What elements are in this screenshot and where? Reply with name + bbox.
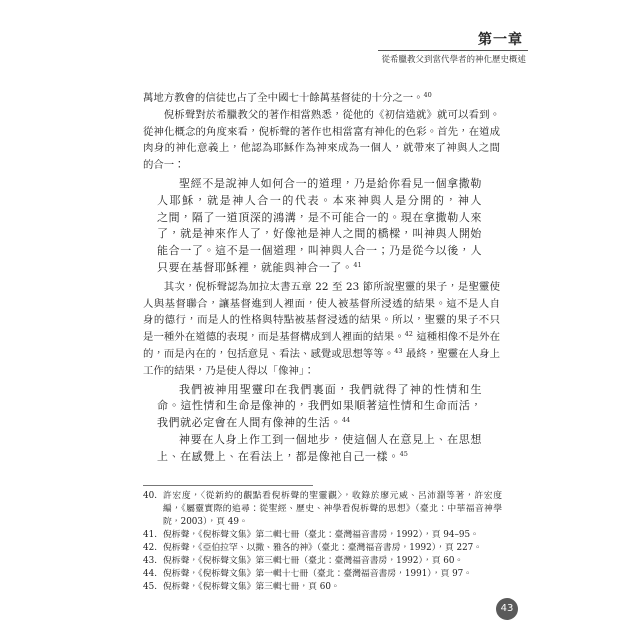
text-run: 這種相像不是外在 — [412, 331, 500, 344]
footnote — [143, 490, 502, 529]
text-run: 人與基督聯合，讓基督進到人裡面，使人被基督所浸透的結果。這不是人自 — [143, 297, 500, 310]
text-line — [157, 432, 482, 449]
text-run: 只要在基督耶穌裡，就能與神合一了。 — [157, 260, 354, 274]
footnote-separator — [143, 485, 313, 486]
block-quote — [143, 176, 482, 277]
text-run: 倪柝聲對於希臘教父的著作相當熟悉，從他的《初信造就》就可以看到。 — [163, 108, 500, 121]
footnote-number: 42. — [143, 543, 157, 553]
block-quote — [143, 432, 482, 466]
text-run: 之間，隔了一道頂深的鴻溝，是不可能合一的。現在拿撒勒人來 — [157, 210, 482, 224]
body-text — [143, 90, 500, 466]
footnote-text — [163, 581, 502, 594]
text-line — [157, 176, 482, 193]
text-run: 其次，倪柝聲認為加拉太書五章 22 至 23 節所說聖靈的果子，是聖靈使 — [163, 280, 500, 293]
text-run: 神要在人身上作工到一個地步，使這個人在意見上、在思想 — [179, 432, 482, 446]
footnote-line: 倪柝聲，《亞伯拉罕、以撒、雅各的神》（臺北：臺灣福音書房，1992），頁 227。 — [163, 543, 483, 553]
header-rule — [378, 50, 528, 51]
footnotes — [143, 490, 502, 594]
text-line — [157, 243, 482, 260]
text-run: 肉身的神化意義上，他認為耶穌作為神來成為一個人，就帶來了神與人之間 — [143, 142, 500, 155]
paragraph — [143, 279, 500, 380]
text-run: 我們被神用聖靈印在我們裏面，我們就得了神的性情和生 — [179, 382, 482, 396]
footnote — [143, 555, 502, 568]
footnote — [143, 568, 502, 581]
footnote-marker: 40 — [423, 91, 432, 99]
footnote-line: 倪柝聲，《倪柝聲文集》第三輯七冊，頁 60。 — [163, 582, 340, 592]
text-run: 了，就是神來作人了，好像祂是神人之間的橋樑，叫神與人開始 — [157, 227, 482, 241]
text-line — [143, 312, 500, 329]
footnote-marker: 45 — [399, 449, 408, 458]
footnote — [143, 542, 502, 555]
footnote-line: 編，《屬靈實際的追尋：從聖經、歷史、神學看倪柝聲的思想》（臺北：中華福音神學 — [163, 504, 502, 514]
footnote-number: 43. — [143, 556, 157, 566]
text-line — [143, 107, 500, 124]
footnote-number: 44. — [143, 569, 157, 579]
footnote — [143, 581, 502, 594]
footnote-number: 40. — [143, 491, 157, 501]
text-run: 人耶穌，就是神人合一的代表。本來神與人是分開的，神人 — [157, 193, 482, 207]
text-run: 身的德行，而是人的性格與特點被基督浸透的結果。所以，聖靈的果子不只 — [143, 314, 500, 327]
footnote-text — [163, 555, 502, 568]
footnote-line: 倪柝聲，《倪柝聲文集》第三輯七冊（臺北：臺灣福音書房，1992），頁 60。 — [163, 556, 464, 566]
footnote-line: 倪柝聲，《倪柝聲文集》第二輯七冊（臺北：臺灣福音書房，1992），頁 94–95。 — [163, 530, 479, 540]
text-line — [143, 157, 500, 174]
text-line — [143, 140, 500, 157]
chapter-heading: 第一章 — [478, 32, 523, 48]
text-line — [143, 124, 500, 141]
footnote-text — [163, 542, 502, 555]
page-number: 43 — [496, 598, 518, 620]
footnote — [143, 529, 502, 542]
footnote-marker: 41 — [353, 260, 362, 269]
footnote-text — [163, 568, 502, 581]
text-run: 的，而是內在的，包括意見、看法、感覺或思想等等。 — [143, 347, 395, 360]
text-run: 能合一了。這不是一個道理，叫神與人合一；乃是從今以後，人 — [157, 244, 482, 258]
paragraph — [143, 90, 500, 107]
footnote-number: 45. — [143, 582, 157, 592]
text-line — [143, 329, 500, 346]
text-line — [157, 382, 482, 399]
text-line — [143, 90, 500, 107]
text-run: 工作的結果，乃是使人得以「像神」： — [143, 364, 315, 377]
text-line — [157, 210, 482, 227]
text-line — [143, 279, 500, 296]
text-run: 是一種外在道德的表現，而是基督構成到人裡面的結果。 — [143, 331, 405, 344]
footnote-text — [163, 490, 502, 529]
footnote-line: 院，2003），頁 49。 — [163, 517, 248, 527]
text-run: 萬地方教會的信徒也占了全中國七十餘萬基督徒的十分之一。 — [143, 92, 424, 104]
text-run: 命。這性情和生命是像神的，我們如果順著這性情和生命而活， — [157, 399, 482, 413]
paragraph — [143, 107, 500, 174]
footnote-marker: 42 — [404, 330, 413, 339]
text-line — [157, 398, 482, 415]
text-line — [143, 346, 500, 363]
footnote-line: 倪柝聲，《倪柝聲文集》第一輯十七冊（臺北：臺灣福音書房，1991），頁 97。 — [163, 569, 473, 579]
text-line — [157, 260, 482, 277]
text-line — [143, 363, 500, 380]
text-run: 從神化概念的角度來看，倪柝聲的著作也相當富有神化的色彩。首先，在道成 — [143, 125, 500, 138]
text-line — [143, 296, 500, 313]
footnote-marker: 43 — [394, 346, 403, 355]
text-run: 聖經不是說神人如何合一的道理，乃是給你看見一個拿撒勒 — [179, 176, 482, 190]
text-line — [157, 449, 482, 466]
text-line — [157, 193, 482, 210]
text-line — [157, 226, 482, 243]
footnote-text — [163, 529, 502, 542]
text-run: 我們就必定會在人間有像神的生活。 — [157, 416, 342, 430]
block-quote — [143, 382, 482, 432]
footnote-number: 41. — [143, 530, 157, 540]
footnote-line: 許宏度，〈從新約的觀點看倪柝聲的聖靈觀〉，收錄於廖元威、呂沛淵等著，許宏度 — [163, 491, 502, 501]
footnote-marker: 44 — [341, 416, 351, 425]
text-run: 最終，聖靈在人身上 — [402, 347, 500, 360]
text-line — [157, 415, 482, 432]
text-run: 的合一： — [143, 159, 185, 172]
chapter-subtitle: 從希臘教父到當代學者的神化歷史概述 — [381, 55, 526, 65]
text-run: 上、在感覺上、在看法上，都是像祂自己一樣。 — [157, 449, 400, 463]
